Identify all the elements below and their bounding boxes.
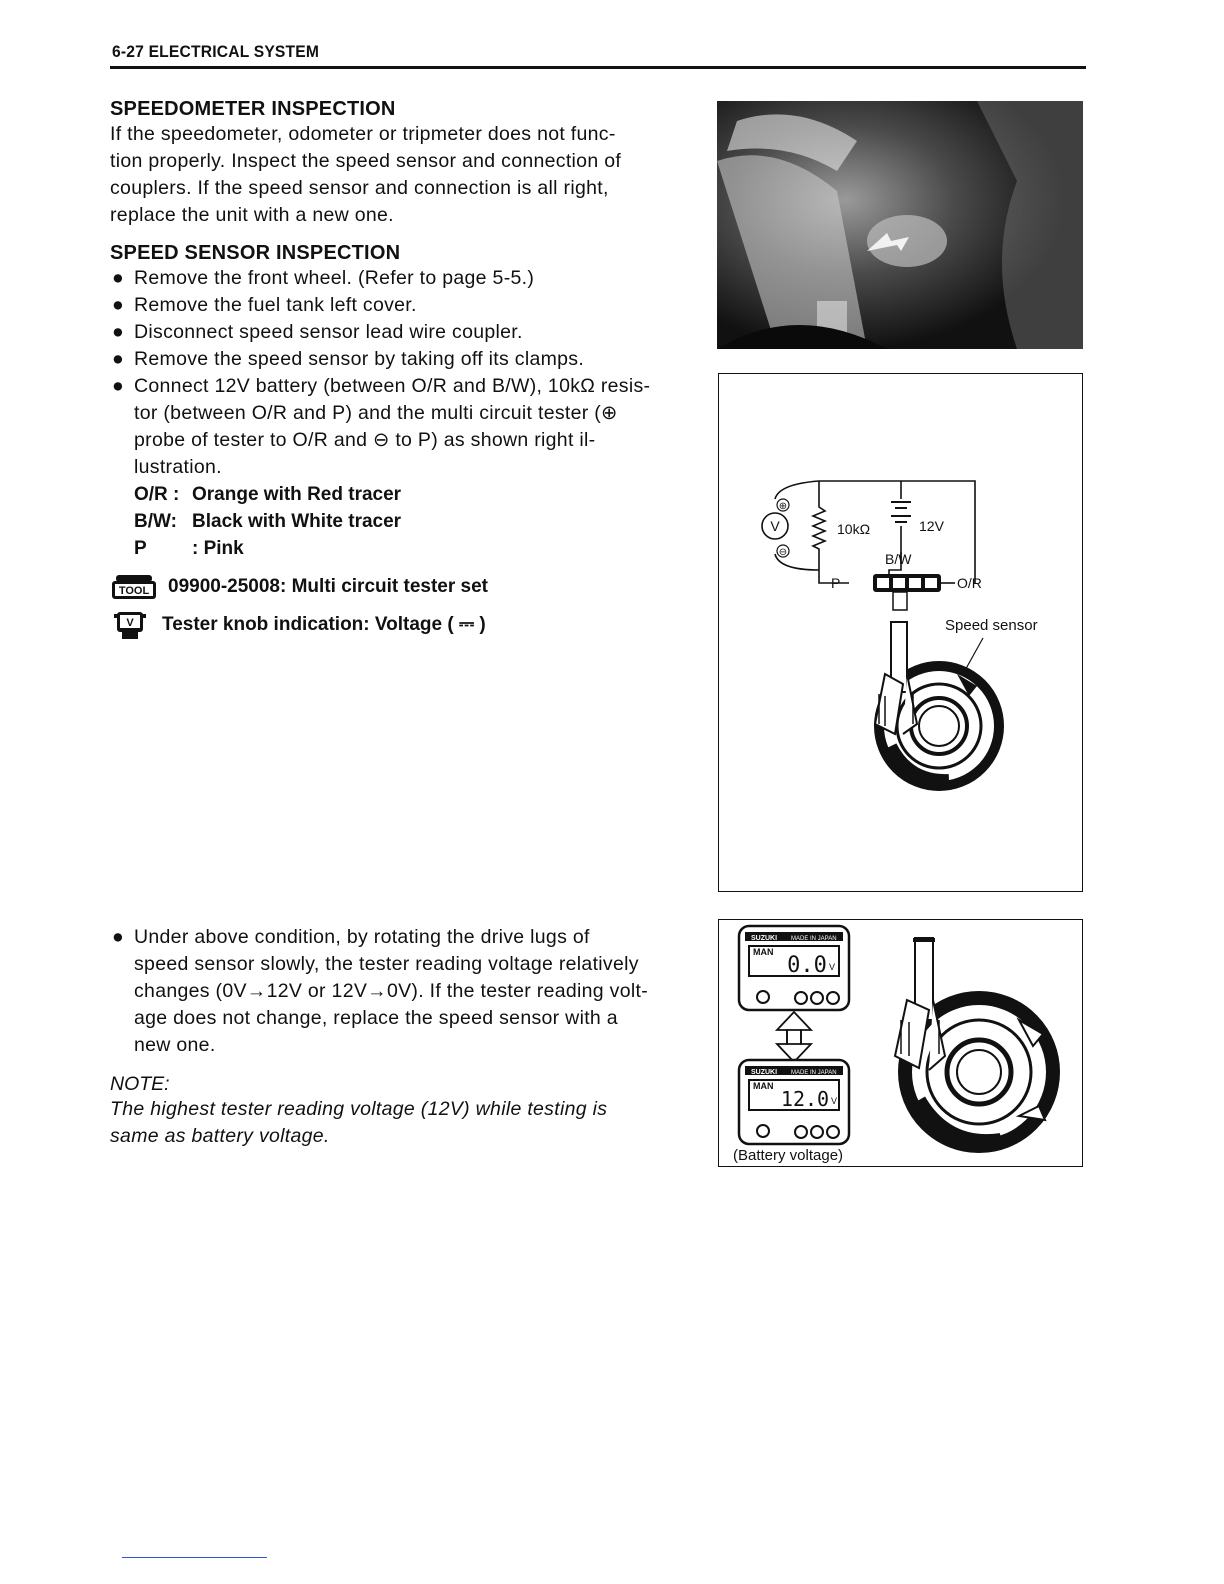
speed-sensor-photo [717, 101, 1083, 349]
speed-sensor-hub-illustration [895, 938, 1053, 1146]
note-line: same as battery voltage. [110, 1125, 330, 1147]
bullet-icon: ● [112, 321, 125, 343]
step-item: ● Connect 12V battery (between O/R and B/W), 10kΩ resis- tor (between O/R and P) and the multi circuit tester (⊕ probe of tester to O/R and ⊖ to P) as shown right il- lustration. [112, 375, 651, 478]
special-tool-row [110, 574, 694, 600]
speedometer-line: tion properly. Inspect the speed sensor and connection of [110, 150, 622, 172]
note-label: NOTE: [110, 1073, 170, 1095]
tester-knob-row [110, 610, 694, 640]
wire-color-code: O/R : Orange with Red tracer [134, 484, 402, 505]
speed-sensor-steps [110, 265, 694, 481]
speed-sensor-heading: SPEED SENSOR INSPECTION [110, 242, 401, 264]
wire-color-code: B/W: Black with White tracer [134, 511, 402, 532]
tool-icon [110, 574, 158, 600]
battery-voltage-caption: (Battery voltage) [733, 1147, 844, 1164]
svg-text:MADE IN JAPAN: MADE IN JAPAN [791, 936, 837, 942]
or-label: O/R [957, 575, 982, 591]
page-header-title: 6-27 ELECTRICAL SYSTEM [112, 42, 320, 61]
svg-text:SUZUKI: SUZUKI [751, 935, 778, 942]
rotation-section [110, 924, 694, 1150]
footer-link-line [122, 1557, 267, 1558]
battery-label: 12V [919, 518, 944, 534]
wiring-diagram [719, 374, 1082, 891]
step-item: ● Remove the speed sensor by taking off its clamps. [110, 346, 694, 373]
speed-sensor-label: Speed sensor [945, 617, 1038, 634]
knob-icon-text: V [126, 617, 134, 629]
svg-text:MAN: MAN [753, 1081, 774, 1091]
speedometer-heading: SPEEDOMETER INSPECTION [110, 98, 396, 120]
svg-text:MAN: MAN [753, 947, 774, 957]
bw-label: B/W [885, 551, 912, 567]
rotation-step: ● Under above condition, by rotating the drive lugs of speed sensor slowly, the tester reading voltage relatively changes (0V→12V or 12V→0V). If the tester reading volt- age does not change, replace the speed sensor with a new one. [112, 926, 649, 1056]
note-line: The highest tester reading voltage (12V) while testing is [110, 1098, 608, 1120]
meter-reading-bottom: 12.0 [780, 1087, 830, 1111]
tester-knob-text: Tester knob indication: Voltage ( ⎓ ) [162, 614, 486, 635]
svg-text:V: V [829, 962, 836, 972]
tool-icon-text: TOOL [118, 585, 150, 597]
svg-text:SUZUKI: SUZUKI [751, 1069, 778, 1076]
bullet-icon: ● [112, 267, 125, 289]
svg-text:V: V [831, 1096, 838, 1106]
special-tool-text: 09900-25008: Multi circuit tester set [168, 576, 488, 597]
speedometer-line: If the speedometer, odometer or tripmeter does not func- [110, 123, 616, 145]
voltmeter-symbol: V [770, 518, 780, 534]
step-item: ● Disconnect speed sensor lead wire coupler. [110, 319, 694, 346]
speedometer-line: couplers. If the speed sensor and connection is all right, [110, 177, 609, 199]
multimeter-bottom-icon [739, 1060, 849, 1144]
p-label: P [831, 575, 841, 591]
step-item: ● Remove the front wheel. (Refer to page 5-5.) [110, 265, 694, 292]
wiring-diagram-box [718, 373, 1083, 892]
svg-text:MADE IN JAPAN: MADE IN JAPAN [791, 1070, 837, 1076]
speedometer-line: replace the unit with a new one. [110, 204, 394, 226]
bullet-icon: ● [112, 375, 125, 397]
sensor-connector-icon [873, 574, 941, 610]
tester-knob-icon [110, 610, 150, 640]
photo-illustration [717, 101, 1083, 349]
meter-reading-top: 0.0 [787, 953, 827, 978]
svg-text:⊕: ⊕ [778, 501, 788, 512]
speed-sensor-section [110, 242, 694, 640]
speedometer-section [110, 98, 694, 229]
meter-reading-figure [719, 920, 1082, 1166]
multimeter-top-icon [739, 926, 849, 1010]
header-rule [110, 66, 1086, 69]
meter-reading-box [718, 919, 1083, 1167]
up-down-arrow-icon [777, 1012, 811, 1062]
wire-color-code: P : Pink [134, 538, 244, 559]
bullet-icon: ● [112, 926, 125, 948]
svg-text:⊖: ⊖ [778, 547, 788, 558]
step-item: ● Remove the fuel tank left cover. [110, 292, 694, 319]
bullet-icon: ● [112, 348, 125, 370]
bullet-icon: ● [112, 294, 125, 316]
speed-sensor-hub-illustration [875, 622, 999, 786]
resistor-label: 10kΩ [837, 521, 871, 537]
